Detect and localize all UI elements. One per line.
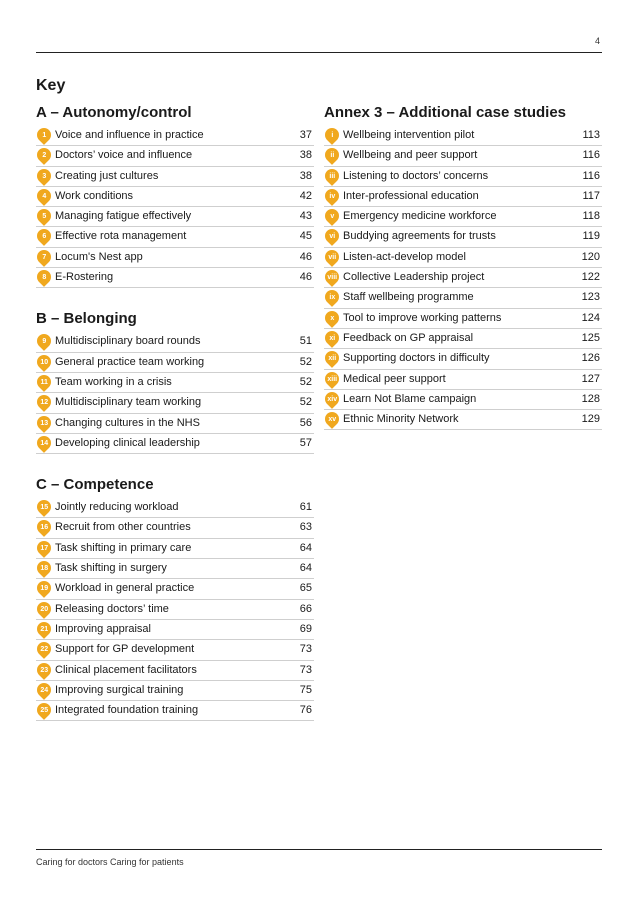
case-study-number: xv	[328, 415, 336, 423]
contents-row[interactable]	[324, 309, 602, 329]
section-title: B – Belonging	[36, 310, 137, 328]
case-study-number: 1	[42, 131, 46, 139]
case-study-page: 37	[299, 129, 312, 141]
case-study-page: 76	[299, 704, 312, 717]
contents-row[interactable]	[36, 248, 314, 268]
case-study-number: 4	[42, 192, 46, 200]
case-study-title: Emergency medicine workforce	[343, 210, 497, 223]
case-study-page: 129	[581, 413, 600, 426]
case-study-page: 126	[581, 352, 600, 365]
case-study-page: 118	[582, 210, 600, 223]
section-title: Annex 3 – Additional case studies	[324, 104, 567, 121]
case-study-page: 127	[581, 372, 600, 385]
case-study-page: 64	[299, 562, 312, 575]
case-study-marker-icon	[322, 166, 342, 186]
case-study-number: 2	[42, 151, 46, 159]
case-study-page: 46	[299, 271, 312, 284]
case-study-marker-icon	[322, 206, 342, 226]
case-study-number: 14	[40, 439, 48, 447]
case-study-page: 38	[299, 169, 312, 182]
case-study-title: Supporting doctors in difficulty	[343, 352, 490, 365]
case-study-number: 25	[40, 706, 48, 714]
case-study-title: Tool to improve working patterns	[343, 311, 502, 324]
contents-row[interactable]	[324, 187, 602, 207]
case-study-marker-icon	[34, 558, 54, 578]
case-study-page: 45	[299, 230, 312, 243]
case-study-marker-icon	[34, 247, 54, 267]
case-study-title: Recruit from other countries	[55, 521, 191, 534]
case-study-number: vi	[329, 232, 335, 240]
contents-row[interactable]	[36, 353, 314, 373]
contents-row[interactable]	[324, 126, 602, 146]
case-study-number: i	[331, 131, 333, 139]
contents-row[interactable]	[324, 390, 602, 410]
case-study-title: Collective Leadership project	[343, 271, 485, 284]
case-study-page: 75	[299, 683, 312, 696]
top-rule	[36, 52, 602, 53]
case-study-number: viii	[327, 273, 337, 281]
case-study-title: Developing clinical leadership	[55, 436, 200, 449]
case-study-marker-icon	[34, 206, 54, 226]
contents-row[interactable]	[36, 207, 314, 227]
case-study-marker-icon	[34, 372, 54, 392]
case-study-number: 24	[40, 686, 48, 694]
contents-row[interactable]	[36, 332, 314, 352]
case-study-title: Effective rota management	[55, 230, 187, 243]
case-study-title: Learn Not Blame campaign	[343, 392, 477, 405]
case-study-number: ii	[330, 151, 334, 159]
case-study-title: Listening to doctors’ concerns	[343, 169, 489, 182]
contents-section	[36, 476, 314, 721]
case-study-page: 43	[299, 210, 312, 223]
case-study-title: Team working in a crisis	[55, 375, 172, 388]
contents-row[interactable]	[36, 126, 314, 146]
case-study-number: 23	[40, 666, 48, 674]
case-study-page: 38	[299, 149, 312, 162]
case-study-title: Multidisciplinary board rounds	[55, 335, 201, 348]
case-study-page: 66	[299, 602, 312, 615]
contents-section	[324, 104, 602, 430]
case-study-number: vii	[328, 253, 336, 261]
case-study-title: Improving appraisal	[55, 622, 151, 635]
case-study-page: 116	[582, 149, 600, 162]
contents-row[interactable]	[36, 434, 314, 454]
case-study-page: 122	[581, 271, 600, 284]
case-study-page: 73	[299, 663, 312, 676]
case-study-title: Locum's Nest app	[55, 250, 143, 263]
case-study-marker-icon	[34, 331, 54, 351]
case-study-page: 65	[299, 582, 312, 595]
contents-section	[36, 104, 314, 288]
case-study-marker-icon	[322, 145, 342, 165]
contents-row[interactable]	[36, 373, 314, 393]
case-study-title: Workload in general practice	[55, 582, 195, 595]
case-study-number: iv	[329, 192, 335, 200]
page-number: 4	[594, 36, 600, 46]
contents-row[interactable]	[36, 701, 314, 721]
case-study-number: 10	[40, 358, 48, 366]
case-study-number: 13	[40, 419, 48, 427]
case-study-marker-icon	[34, 392, 54, 412]
case-study-number: 21	[40, 625, 48, 633]
case-study-title: Inter-professional education	[343, 189, 479, 202]
case-study-marker-icon	[322, 389, 342, 409]
contents-row[interactable]	[36, 620, 314, 640]
contents-row[interactable]	[36, 661, 314, 681]
case-study-page: 125	[581, 331, 600, 344]
case-study-marker-icon	[322, 227, 342, 247]
contents-row[interactable]	[36, 600, 314, 620]
right-column	[324, 104, 602, 452]
contents-row[interactable]	[36, 414, 314, 434]
case-study-page: 117	[582, 189, 600, 202]
case-study-page: 63	[299, 521, 312, 534]
case-study-number: 19	[40, 584, 48, 592]
case-study-title: Medical peer support	[343, 372, 446, 385]
case-study-number: 5	[42, 212, 46, 220]
case-study-title: Doctors’ voice and influence	[55, 149, 193, 162]
case-study-marker-icon	[34, 599, 54, 619]
case-study-title: Multidisciplinary team working	[55, 396, 202, 409]
case-study-title: Creating just cultures	[55, 169, 159, 182]
contents-row[interactable]	[36, 559, 314, 579]
case-study-number: 8	[42, 273, 46, 281]
case-study-marker-icon	[34, 518, 54, 538]
case-study-page: 56	[299, 416, 312, 429]
case-study-title: Buddying agreements for trusts	[343, 230, 496, 243]
case-study-marker-icon	[322, 247, 342, 267]
contents-row[interactable]	[36, 146, 314, 166]
case-study-page: 46	[299, 250, 312, 263]
case-study-page: 57	[299, 436, 312, 449]
case-study-marker-icon	[34, 413, 54, 433]
contents-row[interactable]	[324, 370, 602, 390]
contents-row[interactable]	[324, 146, 602, 166]
contents-row[interactable]	[36, 187, 314, 207]
case-study-page: 73	[299, 643, 312, 656]
case-study-marker-icon	[34, 227, 54, 247]
case-study-number: xi	[329, 334, 335, 342]
case-study-marker-icon	[34, 433, 54, 453]
case-study-number: 3	[42, 172, 46, 180]
case-study-page: 116	[582, 169, 600, 182]
case-study-number: 20	[40, 605, 48, 613]
contents-row[interactable]	[36, 579, 314, 599]
case-study-marker-icon	[322, 369, 342, 389]
case-study-number: xiv	[327, 395, 337, 403]
case-study-marker-icon	[34, 166, 54, 186]
case-study-title: Support for GP development	[55, 643, 195, 656]
case-study-page: 120	[581, 250, 600, 263]
case-study-page: 52	[299, 396, 312, 409]
case-study-marker-icon	[34, 639, 54, 659]
case-study-number: xiii	[327, 375, 337, 383]
case-study-page: 64	[299, 541, 312, 554]
case-study-marker-icon	[322, 125, 342, 145]
contents-row[interactable]	[36, 681, 314, 701]
case-study-number: 22	[40, 645, 48, 653]
case-study-title: Jointly reducing workload	[55, 501, 179, 514]
case-study-page: 52	[299, 355, 312, 368]
case-study-title: Integrated foundation training	[55, 704, 199, 717]
case-study-title: Staff wellbeing programme	[343, 291, 474, 304]
case-study-number: ix	[329, 293, 335, 301]
case-study-title: Ethnic Minority Network	[343, 413, 459, 426]
contents-row[interactable]	[324, 167, 602, 187]
contents-row[interactable]	[324, 227, 602, 247]
contents-row[interactable]	[324, 410, 602, 430]
case-study-number: x	[330, 314, 334, 322]
case-study-number: 6	[42, 232, 46, 240]
case-study-number: 7	[42, 253, 46, 261]
case-study-page: 128	[581, 392, 600, 405]
case-study-marker-icon	[322, 308, 342, 328]
case-study-page: 113	[582, 129, 600, 141]
case-study-marker-icon	[34, 352, 54, 372]
section-title: C – Competence	[36, 476, 154, 494]
case-study-number: xii	[328, 354, 336, 362]
case-study-number: 9	[42, 337, 46, 345]
case-study-marker-icon	[34, 125, 54, 145]
key-title: Key	[36, 77, 66, 94]
case-study-title: Feedback on GP appraisal	[343, 331, 474, 344]
case-study-page: 61	[299, 501, 312, 514]
case-study-title: Task shifting in primary care	[55, 541, 192, 554]
case-study-title: Work conditions	[55, 189, 134, 202]
case-study-number: 15	[40, 503, 48, 511]
case-study-marker-icon	[322, 186, 342, 206]
case-study-page: 42	[299, 189, 312, 202]
case-study-number: 17	[40, 544, 48, 552]
case-study-page: 119	[582, 230, 600, 243]
case-study-title: Managing fatigue effectively	[55, 210, 192, 223]
case-study-page: 51	[299, 335, 312, 348]
case-study-title: Voice and influence in practice	[55, 129, 204, 141]
case-study-page: 123	[581, 291, 600, 304]
contents-row[interactable]	[36, 268, 314, 288]
section-title: A – Autonomy/control	[36, 104, 192, 121]
contents-section	[36, 310, 314, 454]
case-study-marker-icon	[34, 660, 54, 680]
case-study-title: Clinical placement facilitators	[55, 663, 197, 676]
case-study-number: 12	[40, 398, 48, 406]
case-study-marker-icon	[34, 186, 54, 206]
contents-row[interactable]	[36, 518, 314, 538]
contents-row[interactable]	[324, 248, 602, 268]
case-study-title: E-Rostering	[55, 271, 114, 284]
case-study-marker-icon	[322, 348, 342, 368]
case-study-title: Improving surgical training	[55, 683, 184, 696]
case-study-marker-icon	[34, 680, 54, 700]
case-study-marker-icon	[34, 497, 54, 517]
case-study-page: 124	[581, 311, 600, 324]
case-study-marker-icon	[322, 328, 342, 348]
case-study-title: Listen-act-develop model	[343, 250, 466, 263]
contents-row[interactable]	[324, 288, 602, 308]
contents-row[interactable]	[324, 349, 602, 369]
contents-row[interactable]	[324, 268, 602, 288]
case-study-title: Releasing doctors’ time	[55, 602, 169, 615]
case-study-title: Wellbeing and peer support	[343, 149, 478, 162]
case-study-marker-icon	[34, 619, 54, 639]
case-study-marker-icon	[322, 409, 342, 429]
left-column	[36, 104, 314, 743]
case-study-title: Changing cultures in the NHS	[55, 416, 200, 429]
case-study-marker-icon	[34, 145, 54, 165]
case-study-number: iii	[329, 172, 335, 180]
case-study-marker-icon	[322, 287, 342, 307]
case-study-marker-icon	[34, 267, 54, 287]
footer: Caring for doctors Caring for patients	[36, 857, 184, 867]
contents-row[interactable]	[324, 329, 602, 349]
case-study-marker-icon	[34, 700, 54, 720]
case-study-number: v	[330, 212, 334, 220]
case-study-title: Wellbeing intervention pilot	[343, 129, 475, 141]
contents-row[interactable]	[36, 640, 314, 660]
case-study-title: General practice team working	[55, 355, 205, 368]
case-study-page: 52	[299, 375, 312, 388]
contents-row[interactable]	[36, 227, 314, 247]
case-study-number: 16	[40, 523, 48, 531]
contents-row[interactable]	[36, 539, 314, 559]
case-study-marker-icon	[34, 578, 54, 598]
case-study-number: 11	[40, 378, 48, 386]
case-study-marker-icon	[34, 538, 54, 558]
case-study-number: 18	[40, 564, 48, 572]
contents-row[interactable]	[36, 498, 314, 518]
contents-row[interactable]	[36, 167, 314, 187]
case-study-marker-icon	[322, 267, 342, 287]
case-study-page: 69	[299, 622, 312, 635]
contents-row[interactable]	[36, 393, 314, 413]
bottom-rule	[36, 849, 602, 850]
case-study-title: Task shifting in surgery	[55, 562, 167, 575]
contents-row[interactable]	[324, 207, 602, 227]
